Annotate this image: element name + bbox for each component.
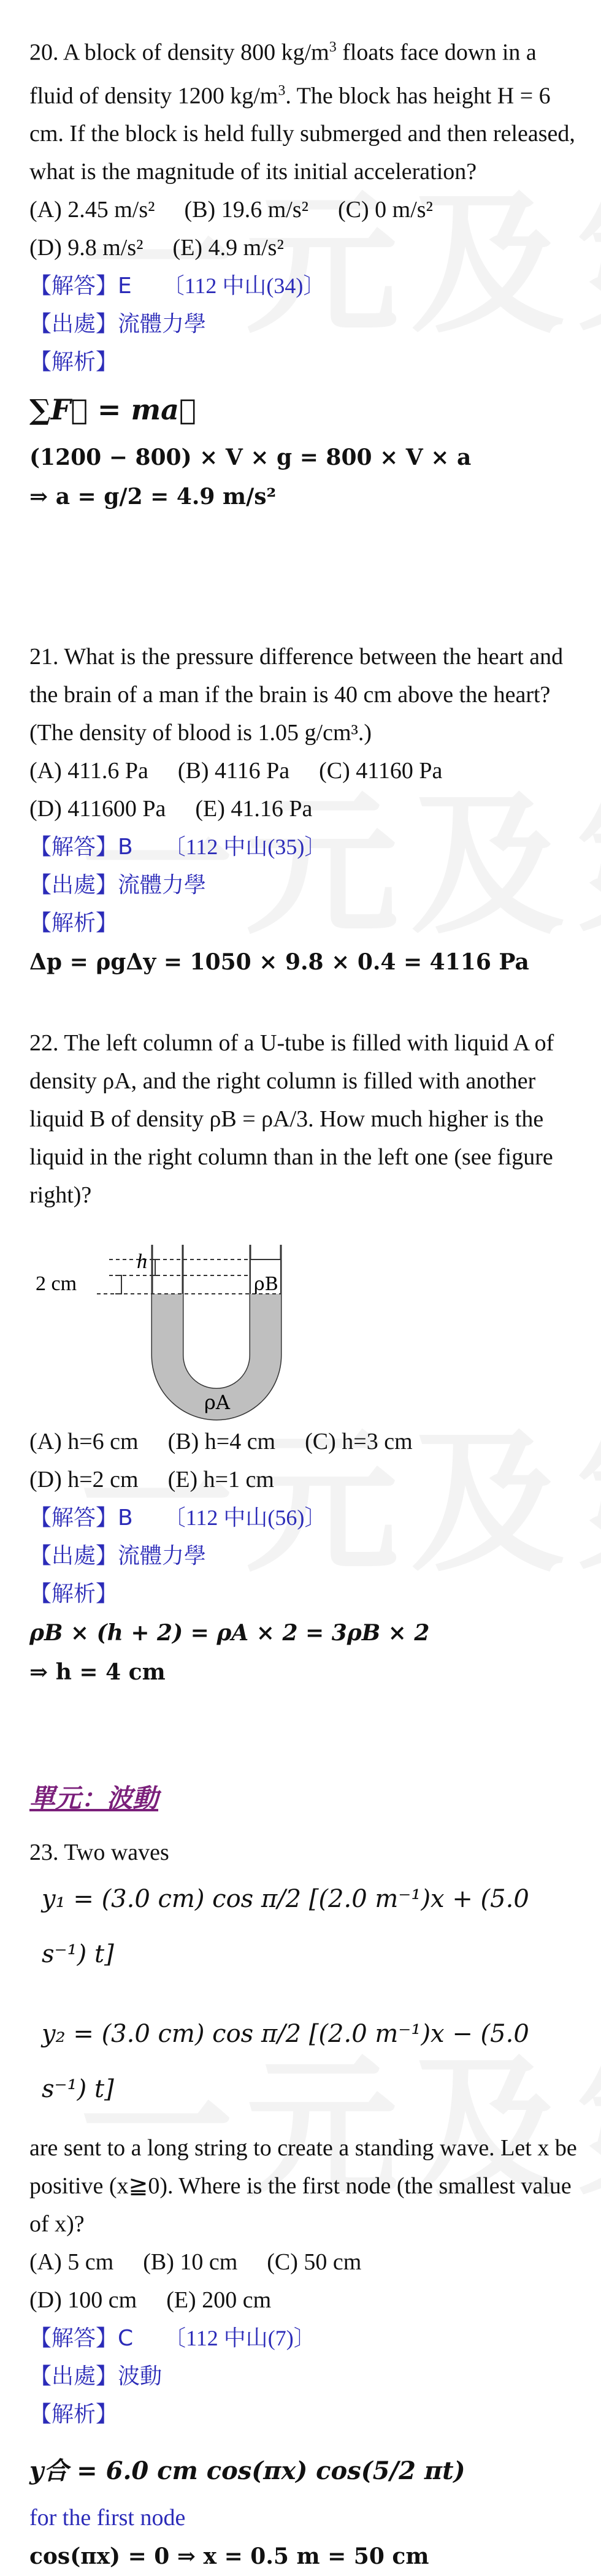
equation: (1200 − 800) × V × g = 800 × V × a (29, 445, 472, 471)
answer-line: 【解答】C 〔112 中山(7)〕 (29, 2326, 316, 2351)
question-21 (29, 638, 581, 982)
option-d: (D) 100 cm (29, 2287, 137, 2313)
origin-line: 【出處】流體力學 (29, 873, 207, 898)
options-row (29, 2243, 581, 2281)
option-e: (E) 4.9 m/s² (172, 235, 284, 261)
solution-note: for the first node (29, 2505, 186, 2531)
source-ref: 〔112 中山(7)〕 (164, 2326, 316, 2350)
question-23 (29, 1833, 581, 2576)
explain-label: 【解析】 (29, 350, 118, 375)
solution-equation: cos(πx) = 0 ⇒ x = 0.5 m = 50 cm (29, 2544, 429, 2569)
source-ref: 〔112 中山(35)〕 (163, 835, 327, 859)
options-row (29, 2281, 581, 2319)
options-row (29, 1423, 581, 1461)
answer-line: 【解答】B 〔112 中山(35)〕 (29, 835, 327, 860)
equation: ⇒ h = 4 cm (29, 1659, 166, 1685)
option-a: (A) h=6 cm (29, 1429, 139, 1454)
equation: ρB × (h + 2) = ρA × 2 = 3ρB × 2 (29, 1620, 430, 1646)
explain-label: 【解析】 (29, 2402, 118, 2427)
question-20 (29, 28, 581, 516)
unit-heading: 單元：波動 (29, 1783, 159, 1813)
question-stem: 20. A block of density 800 $kg/m^3$ floats face down in a fluid of density 1200 $kg/m^3$. The block has height H = 6 cm. If the block is held fully submerged and then released, what is the magnitude of its initial acceleration? (29, 39, 575, 185)
option-c: (C) 41160 Pa (319, 758, 443, 784)
question-stem: 21. What is the pressure difference between the heart and the brain of a man if the brain is 40 cm above the heart? (The density of blood is 1.05 g/cm³.) (29, 644, 564, 746)
option-d: (D) h=2 cm (29, 1467, 139, 1492)
option-e: (E) h=1 cm (167, 1467, 274, 1492)
option-b: (B) h=4 cm (167, 1429, 276, 1454)
option-b: (B) 4116 Pa (177, 758, 290, 784)
option-a: (A) 2.45 m/s² (29, 197, 155, 223)
label-rho-b: ρB (254, 1274, 278, 1295)
options-row (29, 790, 581, 828)
origin-line: 【出處】流體力學 (29, 1543, 207, 1569)
explain-label: 【解析】 (29, 911, 118, 936)
option-b: (B) 10 cm (143, 2249, 238, 2275)
solution-equation: y合 = 6.0 cm cos(πx) cos(5/2 πt) (29, 2456, 465, 2485)
source-ref: 〔112 中山(56)〕 (163, 1505, 327, 1530)
equation: ⇒ a = g/2 = 4.9 m/s² (29, 484, 277, 510)
option-a: (A) 411.6 Pa (29, 758, 148, 784)
source-ref: 〔112 中山(34)〕 (162, 273, 326, 299)
option-e: (E) 200 cm (166, 2287, 272, 2313)
wave-equation-1: y₁ = (3.0 cm) cos π/2 [(2.0 m⁻¹)x + (5.0 s⁻¹) t] (42, 1885, 529, 1968)
label-h: h (137, 1250, 147, 1273)
options-row (29, 229, 581, 267)
options-row (29, 752, 581, 790)
option-d: (D) 9.8 m/s² (29, 235, 144, 261)
label-2cm: 2 cm (36, 1272, 77, 1295)
option-c: (C) 0 m/s² (338, 197, 433, 223)
wave-equation-2: y₂ = (3.0 cm) cos π/2 [(2.0 m⁻¹)x − (5.0 s⁻¹) t] (42, 2020, 529, 2103)
explain-label: 【解析】 (29, 1581, 118, 1607)
answer-line: 【解答】B 〔112 中山(56)〕 (29, 1505, 327, 1531)
option-a: (A) 5 cm (29, 2249, 114, 2275)
answer-line: 【解答】E 〔112 中山(34)〕 (29, 273, 326, 299)
question-stem: 22. The left column of a U-tube is filled with liquid A of density ρA, and the right column is filled with another liquid B of density ρB = ρA/3. How much higher is the liquid in the right column than in the left one (see figure right)? (29, 1030, 554, 1208)
origin-line: 【出處】波動 (29, 2364, 163, 2389)
options-row (29, 1461, 581, 1499)
question-stem: 23. Two waves (29, 1840, 169, 1865)
u-tube-figure (29, 1226, 581, 1423)
option-c: (C) h=3 cm (305, 1429, 413, 1454)
equation: ∑F⃗ = ma⃗ (29, 393, 196, 427)
question-22 (29, 1024, 581, 1692)
question-stem-cont: are sent to a long string to create a standing wave. Let x be positive (x≧0). Where is the first node (the smallest value of x)? (29, 2135, 577, 2237)
equation: Δp = ρgΔy = 1050 × 9.8 × 0.4 = 4116 Pa (29, 949, 529, 975)
label-rho-a: ρA (204, 1391, 230, 1414)
options-row (29, 191, 581, 229)
option-b: (B) 19.6 m/s² (184, 197, 308, 223)
origin-line: 【出處】流體力學 (29, 311, 207, 337)
option-d: (D) 411600 Pa (29, 796, 166, 822)
option-c: (C) 50 cm (267, 2249, 362, 2275)
option-e: (E) 41.16 Pa (195, 796, 313, 822)
